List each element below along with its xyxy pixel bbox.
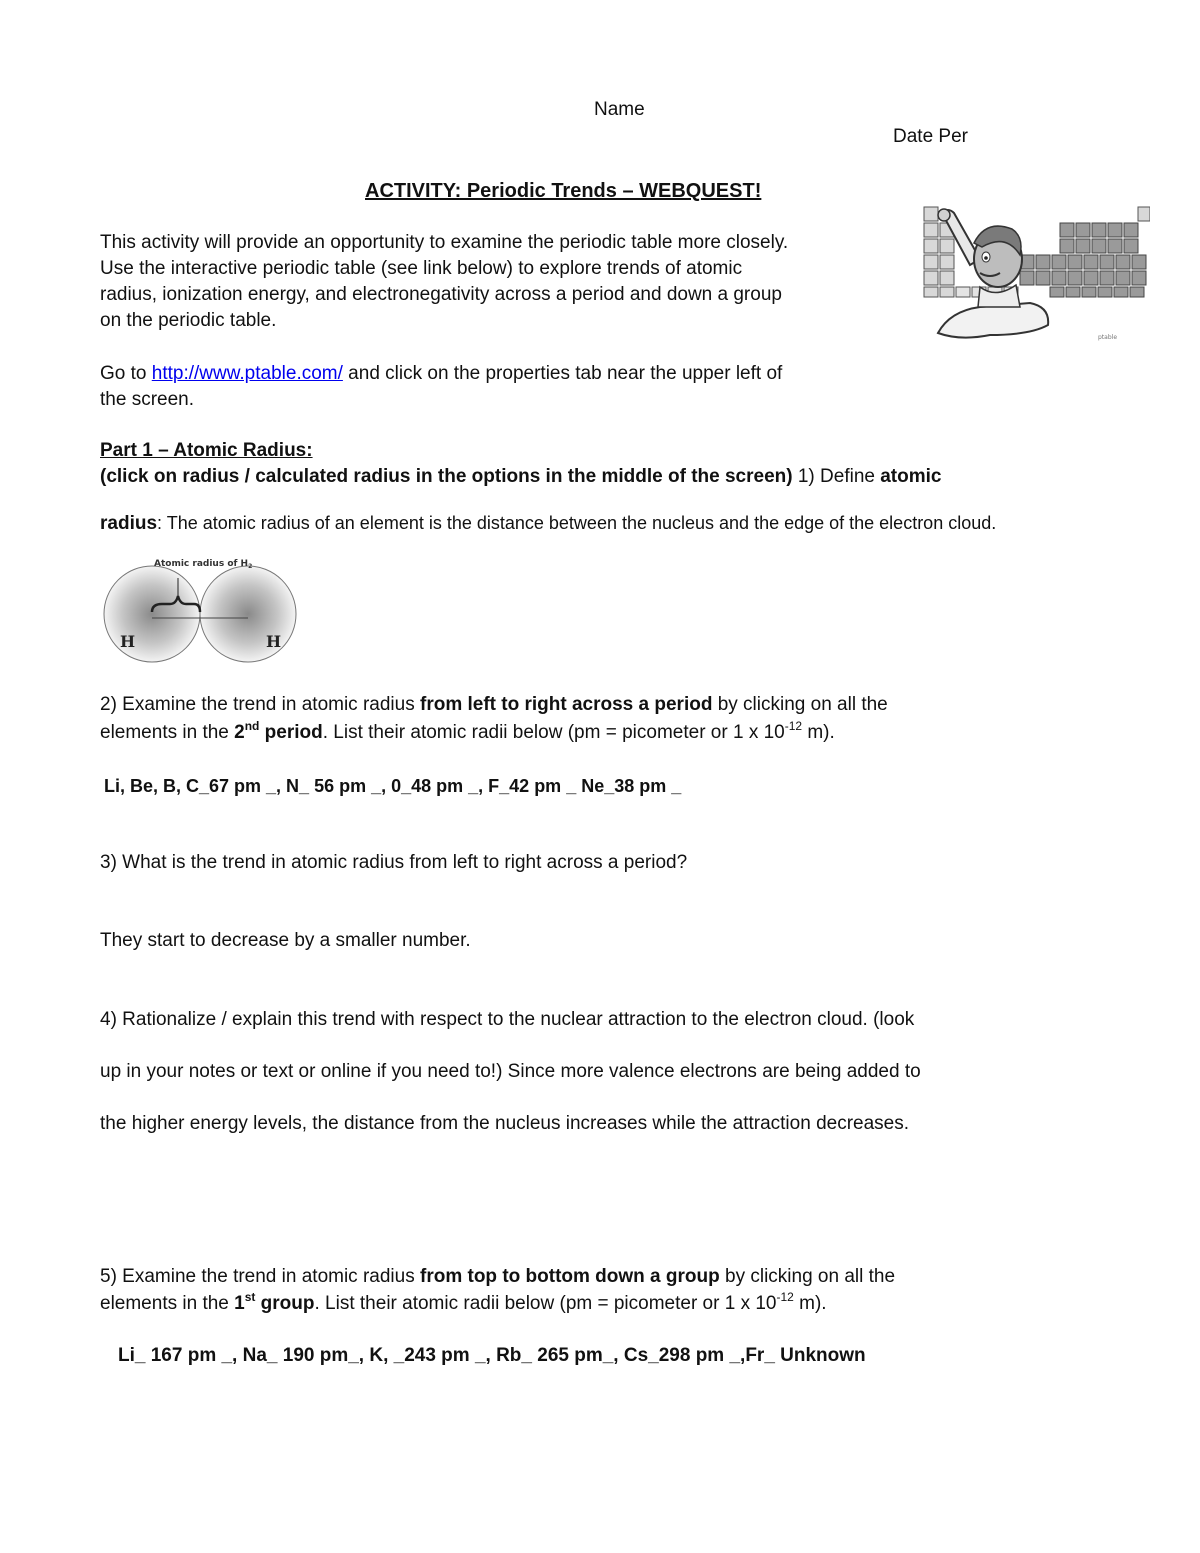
q5-line-2 bbox=[100, 1291, 827, 1317]
q5-text-b: from top to bottom down a group bbox=[420, 1266, 720, 1287]
atom-label-left: H bbox=[120, 632, 136, 651]
q2-line-1 bbox=[100, 692, 888, 718]
q2-text-a: 2) Examine the trend in atomic radius bbox=[100, 694, 420, 715]
intro-line-2: Use the interactive periodic table (see link below) to explore trends of atomic bbox=[100, 258, 743, 279]
q4-line-3: the higher energy levels, the distance from the nucleus increases while the attraction decreases. bbox=[100, 1113, 910, 1134]
svg-text:ptable: ptable bbox=[1098, 334, 1118, 341]
goto-prefix: Go to bbox=[100, 363, 152, 384]
q2-text-g: period bbox=[259, 722, 323, 743]
q2-text-f: nd bbox=[244, 719, 260, 733]
q2-text-j: m). bbox=[802, 722, 835, 743]
q5-text-j: m). bbox=[793, 1293, 827, 1314]
q5-text-a: 5) Examine the trend in atomic radius bbox=[100, 1266, 420, 1287]
q5-answer: Li_ 167 pm _, Na_ 190 pm_, K, _243 pm _, Rb_ 265 pm_, Cs_298 pm _,Fr_ Unknown bbox=[118, 1345, 866, 1366]
q5-text-h: . List their atomic radii below (pm = picometer or 1 x 10 bbox=[314, 1293, 777, 1314]
name-label: Name bbox=[594, 99, 645, 120]
q2-text-b: from left to right across a period bbox=[420, 694, 713, 715]
q5-line-1 bbox=[100, 1264, 895, 1290]
q1-term-radius: radius bbox=[100, 513, 158, 534]
q3-answer: They start to decrease by a smaller number. bbox=[100, 930, 471, 951]
goto-suffix: and click on the properties tab near the upper left of bbox=[342, 363, 783, 384]
q1-answer: : The atomic radius of an element is the distance between the nucleus and the edge of the electron cloud. bbox=[157, 513, 997, 533]
diagram-caption: Atomic radius of $H_2$ bbox=[154, 559, 253, 570]
part1-instruction-line bbox=[100, 464, 941, 490]
q2-text-h: . List their atomic radii below (pm = picometer or 1 x 10 bbox=[322, 722, 785, 743]
q2-text-i: -12 bbox=[784, 719, 803, 733]
q4-line-1: 4) Rationalize / explain this trend with respect to the nuclear attraction to the electron cloud. (look bbox=[100, 1009, 915, 1030]
part1-instruction: (click on radius / calculated radius in the options in the middle of the screen) bbox=[100, 466, 793, 487]
intro-line-4: on the periodic table. bbox=[100, 310, 277, 331]
q5-text-d: elements in the bbox=[100, 1293, 235, 1314]
q1-answer-line bbox=[100, 510, 996, 537]
q5-text-i: -12 bbox=[776, 1290, 794, 1304]
goto-line-2: the screen. bbox=[100, 389, 194, 410]
date-per-label: Date Per bbox=[893, 126, 968, 147]
q1-prefix: 1) Define bbox=[792, 466, 881, 487]
scientist-periodic-table-illustration bbox=[920, 203, 1150, 351]
q2-text-c: by clicking on all the bbox=[712, 694, 888, 715]
q1-term-atomic: atomic bbox=[880, 466, 942, 487]
q5-text-g: group bbox=[255, 1293, 315, 1314]
q5-text-f: st bbox=[244, 1290, 256, 1304]
q4-line-2: up in your notes or text or online if you need to!) Since more valence electrons are being added to bbox=[100, 1061, 921, 1082]
q5-text-e: 1 bbox=[234, 1293, 245, 1314]
page-title: ACTIVITY: Periodic Trends – WEBQUEST! bbox=[365, 180, 762, 202]
intro-line-3: radius, ionization energy, and electronegativity across a period and down a group bbox=[100, 284, 782, 305]
q2-text-d: elements in the bbox=[100, 722, 235, 743]
q3-question: 3) What is the trend in atomic radius from left to right across a period? bbox=[100, 852, 688, 873]
goto-line-1 bbox=[100, 361, 782, 387]
q2-answer: Li, Be, B, C_67 pm _, N_ 56 pm _, 0_48 pm _, F_42 pm _ Ne_38 pm _ bbox=[104, 776, 682, 796]
q2-line-2 bbox=[100, 720, 835, 746]
atom-label-right: H bbox=[266, 632, 282, 651]
ptable-link[interactable]: http://www.ptable.com/ bbox=[151, 363, 343, 384]
hydrogen-atomic-radius-diagram bbox=[100, 552, 300, 672]
intro-line-1: This activity will provide an opportunity to examine the periodic table more closely. bbox=[100, 232, 789, 253]
part1-heading: Part 1 – Atomic Radius: bbox=[100, 440, 313, 461]
q2-text-e: 2 bbox=[234, 722, 245, 743]
q5-text-c: by clicking on all the bbox=[719, 1266, 896, 1287]
